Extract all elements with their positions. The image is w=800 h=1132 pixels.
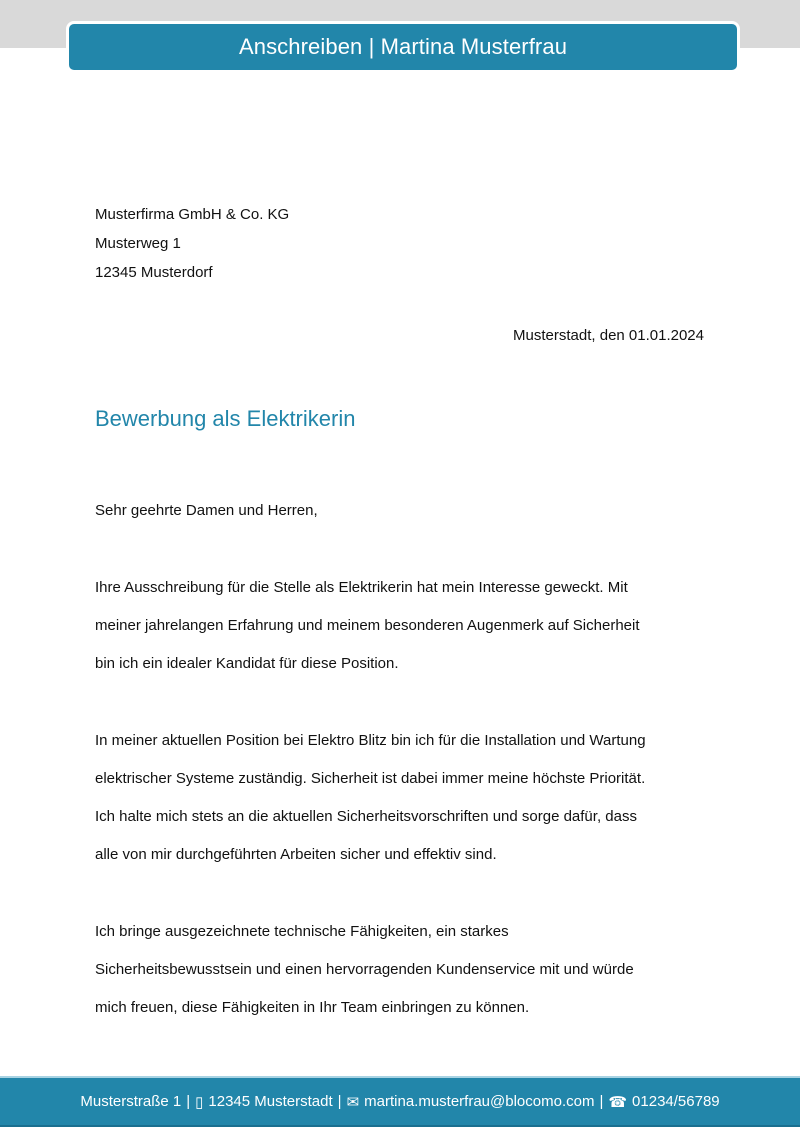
footer-separator: | bbox=[186, 1093, 191, 1110]
paragraph-line: Ich bringe ausgezeichnete technische Fähigkeiten, ein starkes bbox=[95, 923, 509, 940]
paragraph-line: In meiner aktuellen Position bei Elektro Blitz bin ich für die Installation und Wartung bbox=[95, 732, 646, 749]
recipient-city: 12345 Musterdorf bbox=[95, 264, 213, 281]
footer-contact-bar bbox=[0, 1076, 800, 1127]
location-icon: ▯ bbox=[195, 1093, 204, 1111]
recipient-company: Musterfirma GmbH & Co. KG bbox=[95, 206, 290, 223]
paragraph-1 bbox=[95, 569, 735, 683]
paragraph-line: Sicherheitsbewusstsein und einen hervorragenden Kundenservice mit und würde bbox=[95, 961, 634, 978]
recipient-address bbox=[95, 200, 289, 287]
letter-subject: Bewerbung als Elektrikerin bbox=[95, 406, 356, 431]
paragraph-line: Ihre Ausschreibung für die Stelle als Elektrikerin hat mein Interesse geweckt. Mit bbox=[95, 579, 628, 596]
header-title: Anschreiben | Martina Musterfrau bbox=[238, 34, 568, 59]
paragraph-2 bbox=[95, 722, 735, 874]
recipient-street: Musterweg 1 bbox=[95, 235, 181, 252]
paragraph-line: meiner jahrelangen Erfahrung und meinem besonderen Augenmerk auf Sicherheit bbox=[95, 617, 640, 634]
phone-icon: ☎ bbox=[608, 1093, 628, 1111]
footer-separator: | bbox=[599, 1093, 604, 1110]
letter-date: Musterstadt, den 01.01.2024 bbox=[513, 327, 704, 344]
paragraph-line: elektrischer Systeme zuständig. Sicherheit ist dabei immer meine höchste Priorität. bbox=[95, 770, 646, 787]
paragraph-line: mich freuen, diese Fähigkeiten in Ihr Team einbringen zu können. bbox=[95, 999, 530, 1016]
footer-phone: 01234/56789 bbox=[632, 1093, 720, 1110]
footer-email[interactable]: martina.musterfrau@blocomo.com bbox=[364, 1093, 595, 1110]
envelope-icon: ✉ bbox=[346, 1093, 360, 1111]
footer-city: 12345 Musterstadt bbox=[208, 1093, 333, 1110]
paragraph-line: bin ich ein idealer Kandidat für diese Position. bbox=[95, 655, 399, 672]
paragraph-3 bbox=[95, 913, 735, 1027]
header-banner bbox=[66, 21, 740, 73]
footer-street: Musterstraße 1 bbox=[80, 1093, 182, 1110]
paragraph-line: Ich halte mich stets an die aktuellen Sicherheitsvorschriften und sorge dafür, dass bbox=[95, 808, 637, 825]
paragraph-line: alle von mir durchgeführten Arbeiten sicher und effektiv sind. bbox=[95, 846, 497, 863]
footer-separator: | bbox=[337, 1093, 342, 1110]
salutation: Sehr geehrte Damen und Herren, bbox=[95, 502, 318, 519]
